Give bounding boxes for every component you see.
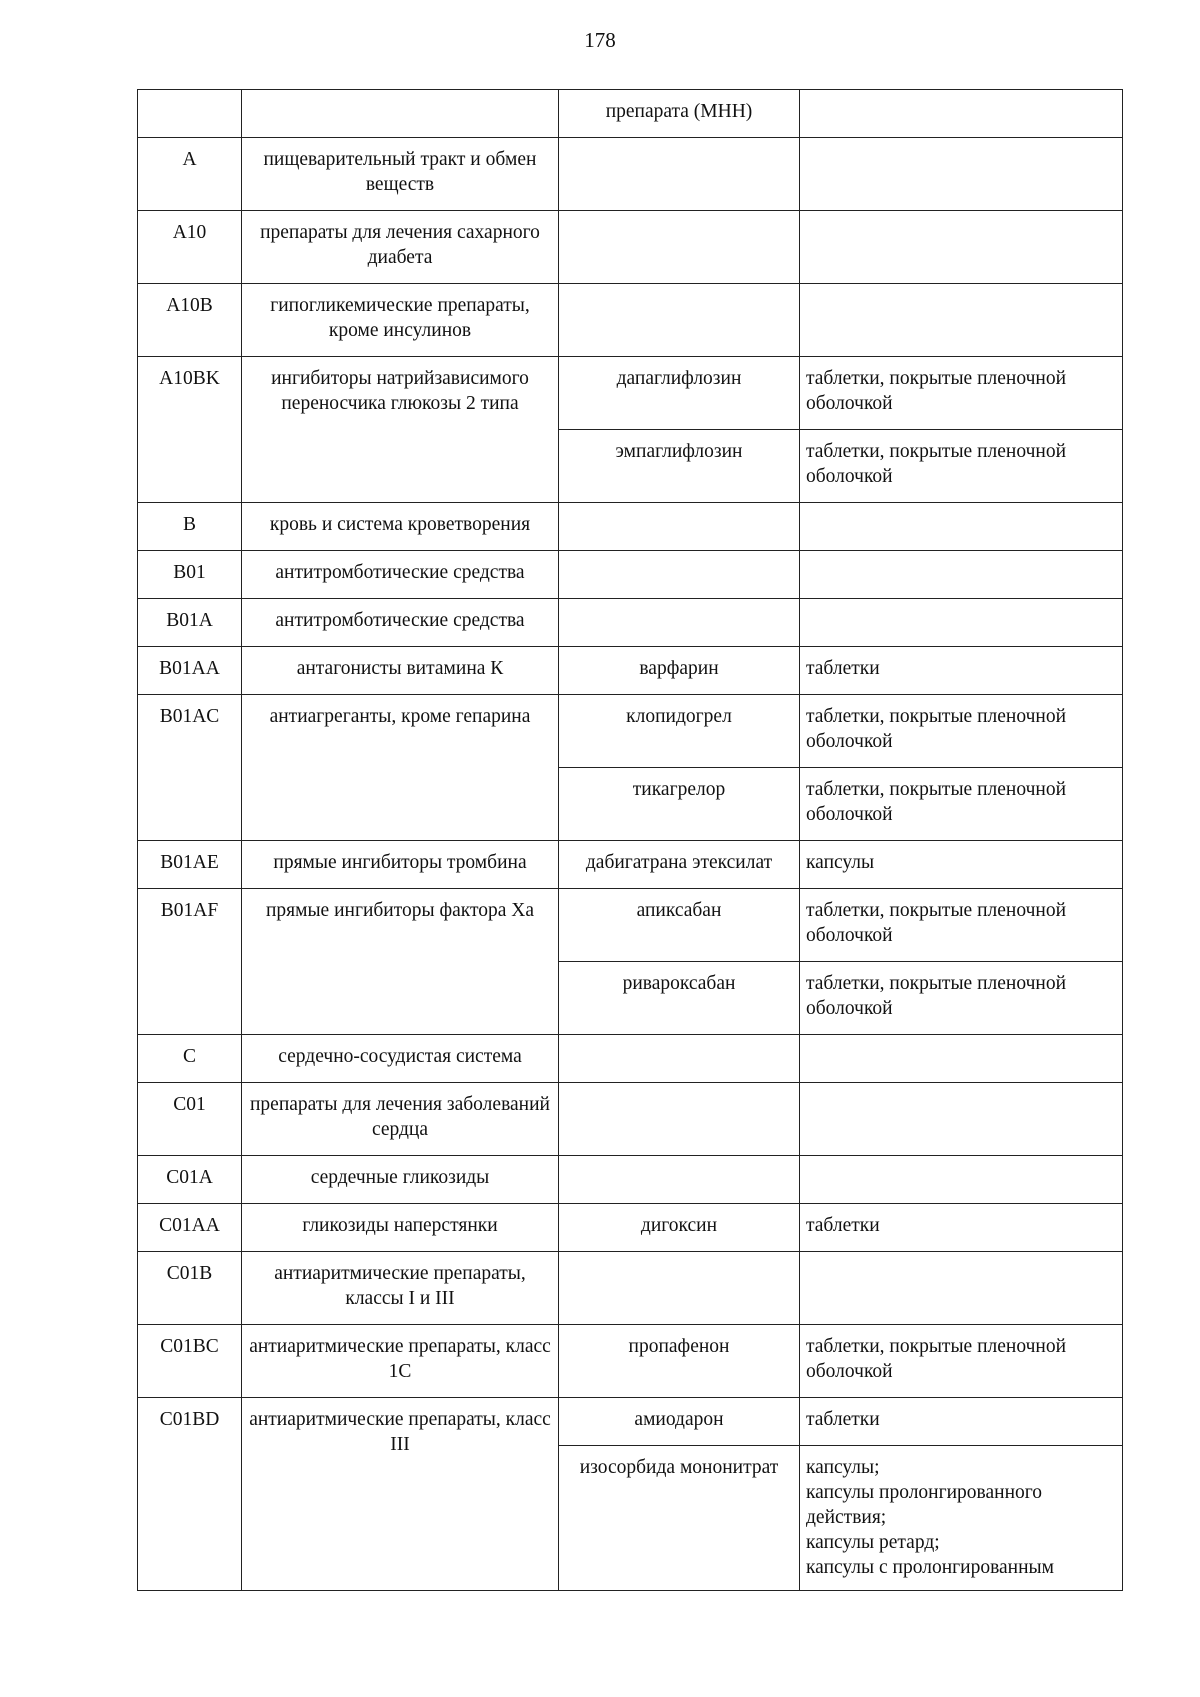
dosage-form-cell (800, 1035, 1123, 1083)
atc-code-cell: C01 (138, 1083, 242, 1156)
inn-cell: клопидогрел (559, 695, 800, 768)
atc-code-cell: A10BK (138, 357, 242, 503)
atc-code-cell: A10 (138, 211, 242, 284)
atc-group-cell: антагонисты витамина К (242, 647, 559, 695)
inn-cell (559, 551, 800, 599)
atc-group-cell: прямые ингибиторы тромбина (242, 841, 559, 889)
table-row (138, 1204, 1123, 1252)
table-row (138, 1156, 1123, 1204)
inn-cell (559, 1083, 800, 1156)
atc-group-cell: антиаритмические препараты, класс 1C (242, 1325, 559, 1398)
inn-cell: дабигатрана этексилат (559, 841, 800, 889)
inn-cell (559, 1156, 800, 1204)
dosage-form-cell: таблетки (800, 1398, 1123, 1446)
atc-group-cell: сердечные гликозиды (242, 1156, 559, 1204)
atc-group-cell: антиагреганты, кроме гепарина (242, 695, 559, 841)
atc-group-cell: гликозиды наперстянки (242, 1204, 559, 1252)
inn-cell (559, 211, 800, 284)
inn-cell: апиксабан (559, 889, 800, 962)
atc-code-cell: C01A (138, 1156, 242, 1204)
atc-group-cell: ингибиторы натрийзависимого переносчика глюкозы 2 типа (242, 357, 559, 503)
atc-code-cell: C01BD (138, 1398, 242, 1591)
dosage-form-cell (800, 599, 1123, 647)
atc-code-cell: B01AE (138, 841, 242, 889)
table-row (138, 503, 1123, 551)
header-cell-form (800, 90, 1123, 138)
atc-code-cell: B01AF (138, 889, 242, 1035)
dosage-form-cell (800, 284, 1123, 357)
header-cell-code (138, 90, 242, 138)
table-row (138, 889, 1123, 962)
dosage-form-cell (800, 551, 1123, 599)
atc-code-cell: C01B (138, 1252, 242, 1325)
atc-code-cell: C01AA (138, 1204, 242, 1252)
atc-code-cell: B (138, 503, 242, 551)
dosage-form-cell: таблетки, покрытые пленочной оболочкой (800, 889, 1123, 962)
table-row (138, 841, 1123, 889)
dosage-form-cell: таблетки (800, 647, 1123, 695)
atc-code-cell: B01AC (138, 695, 242, 841)
atc-code-cell: B01 (138, 551, 242, 599)
atc-code-cell: C01BC (138, 1325, 242, 1398)
dosage-form-cell (800, 211, 1123, 284)
table-header-continuation (138, 90, 1123, 138)
atc-group-cell: кровь и система кроветворения (242, 503, 559, 551)
atc-group-cell: препараты для лечения сахарного диабета (242, 211, 559, 284)
inn-cell: тикагрелор (559, 768, 800, 841)
table-row (138, 357, 1123, 430)
dosage-form-cell (800, 1083, 1123, 1156)
inn-cell: дигоксин (559, 1204, 800, 1252)
header-cell-group (242, 90, 559, 138)
dosage-form-cell (800, 138, 1123, 211)
table-row (138, 138, 1123, 211)
table-row (138, 284, 1123, 357)
inn-cell: варфарин (559, 647, 800, 695)
atc-group-cell: сердечно-сосудистая система (242, 1035, 559, 1083)
dosage-form-cell: таблетки, покрытые пленочной оболочкой (800, 962, 1123, 1035)
dosage-form-cell (800, 1252, 1123, 1325)
atc-code-cell: A10B (138, 284, 242, 357)
atc-code-cell: A (138, 138, 242, 211)
table-row (138, 1035, 1123, 1083)
atc-group-cell: антитромботические средства (242, 551, 559, 599)
inn-cell (559, 599, 800, 647)
dosage-form-cell: таблетки, покрытые пленочной оболочкой (800, 768, 1123, 841)
atc-code-cell: C (138, 1035, 242, 1083)
atc-group-cell: антиаритмические препараты, классы I и III (242, 1252, 559, 1325)
table-row (138, 1083, 1123, 1156)
dosage-form-cell: капсулы (800, 841, 1123, 889)
dosage-form-cell: капсулы; капсулы пролонгированного действия; капсулы ретард; капсулы с пролонгированным (800, 1446, 1123, 1591)
atc-group-cell: препараты для лечения заболеваний сердца (242, 1083, 559, 1156)
table-row (138, 647, 1123, 695)
dosage-form-cell: таблетки, покрытые пленочной оболочкой (800, 695, 1123, 768)
inn-cell: пропафенон (559, 1325, 800, 1398)
dosage-form-cell (800, 503, 1123, 551)
dosage-form-cell: таблетки, покрытые пленочной оболочкой (800, 357, 1123, 430)
inn-cell: амиодарон (559, 1398, 800, 1446)
inn-cell: ривароксабан (559, 962, 800, 1035)
table-row (138, 695, 1123, 768)
atc-code-cell: B01AA (138, 647, 242, 695)
table-row (138, 1325, 1123, 1398)
atc-group-cell: антитромботические средства (242, 599, 559, 647)
dosage-form-cell: таблетки (800, 1204, 1123, 1252)
table-row (138, 551, 1123, 599)
inn-cell (559, 284, 800, 357)
dosage-form-cell (800, 1156, 1123, 1204)
table-row (138, 599, 1123, 647)
dosage-form-cell: таблетки, покрытые пленочной оболочкой (800, 430, 1123, 503)
atc-group-cell: антиаритмические препараты, класс III (242, 1398, 559, 1591)
inn-cell: дапаглифлозин (559, 357, 800, 430)
atc-group-cell: прямые ингибиторы фактора Xa (242, 889, 559, 1035)
table-row (138, 211, 1123, 284)
inn-cell (559, 503, 800, 551)
inn-cell (559, 138, 800, 211)
table-row (138, 1252, 1123, 1325)
inn-cell (559, 1035, 800, 1083)
inn-cell (559, 1252, 800, 1325)
atc-code-cell: B01A (138, 599, 242, 647)
atc-group-cell: гипогликемические препараты, кроме инсулинов (242, 284, 559, 357)
header-cell-inn: препарата (МНН) (559, 90, 800, 138)
drug-table (137, 89, 1123, 1591)
inn-cell: изосорбида мононитрат (559, 1446, 800, 1591)
dosage-form-cell: таблетки, покрытые пленочной оболочкой (800, 1325, 1123, 1398)
atc-group-cell: пищеварительный тракт и обмен веществ (242, 138, 559, 211)
table-row (138, 1398, 1123, 1446)
inn-cell: эмпаглифлозин (559, 430, 800, 503)
page-number: 178 (584, 28, 616, 52)
